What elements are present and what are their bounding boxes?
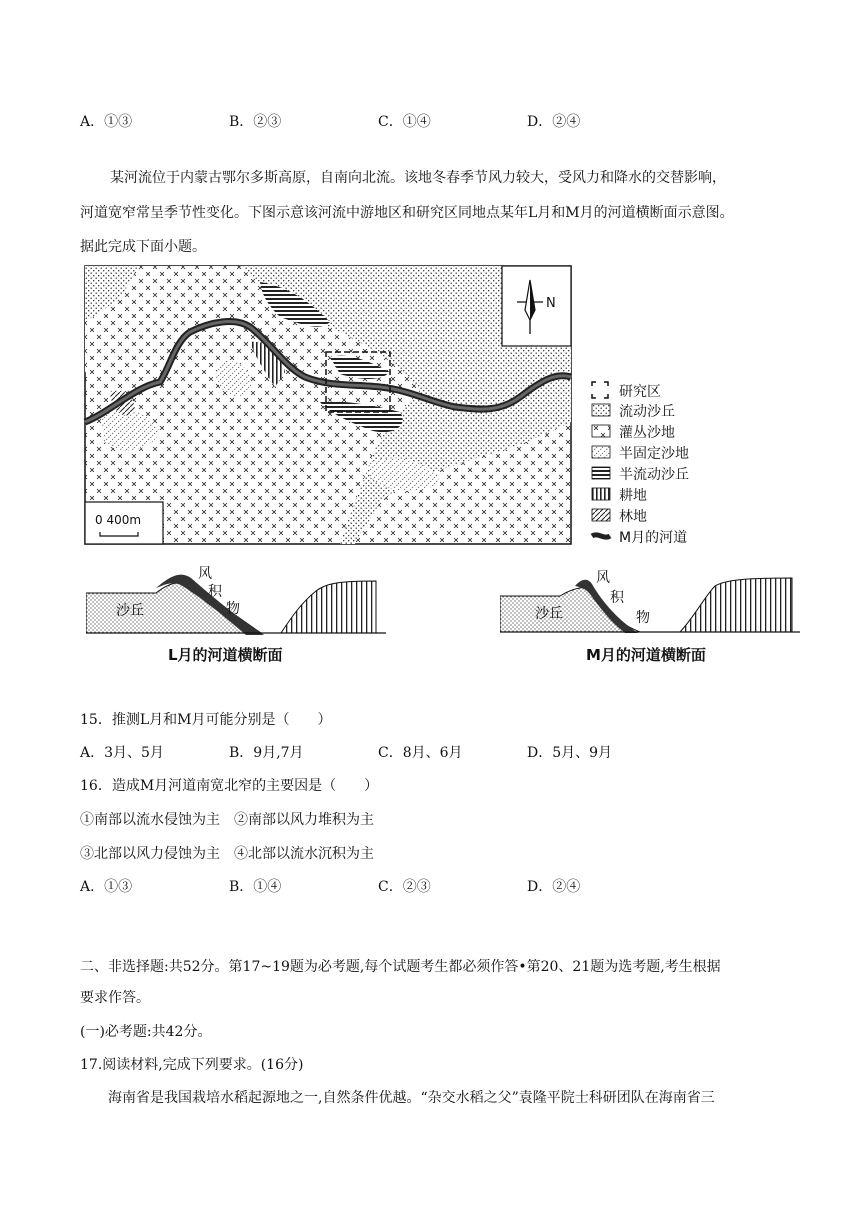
q16-option-a: A．①③ [80,879,133,895]
section-l-accum-label: 积 [208,584,222,600]
section-l-material-label: 物 [226,601,240,617]
legend-semi-fixed-swatch [592,446,610,458]
q15-option-c: C．8月、6月 [378,745,463,761]
q14-option-d: D．②④ [527,114,581,130]
map-legend [592,382,689,546]
intro-line-1: 某河流位于内蒙古鄂尔多斯高原，自南向北流。该地冬春季节风力较大，受风力和降水的交替影响， [110,170,726,186]
q15-option-a: A．3月、5月 [80,745,164,761]
q14-option-b: B．②③ [229,114,282,130]
q16-stem: 16．造成M月河道南宽北窄的主要因是（ ） [80,778,379,794]
section-m-wind-label: 风 [596,570,610,586]
legend-moving-dune-swatch [592,404,610,416]
cross-section-m [500,566,800,640]
legend-river-swatch [592,535,610,537]
part2-line-1: 二、非选择题:共52分。第17~19题为必考题,每个试题考生都必须作答•第20、21题为选考题,考生根据 [80,959,721,975]
q17-material: 海南省是我国栽培水稻起源地之一,自然条件优越。“杂交水稻之父”袁隆平院士科研团队在海南省三 [108,1090,715,1106]
part2-subheading: (一)必考题:共42分。 [80,1024,212,1040]
legend-label-forest: 林地 [619,509,647,525]
intro-line-2: 河道宽窄常呈季节性变化。下图示意该河流中游地区和研究区同地点某年L月和M月的河道横断面示意图。 [80,205,734,221]
q15-stem: 15．推测L月和M月可能分别是（ ） [80,712,332,728]
legend-label-semi-fixed: 半固定沙地 [619,446,689,462]
legend-semi-flowing-swatch [592,467,610,479]
cross-section-l [86,563,386,639]
section-m-caption: M月的河道横断面 [586,646,706,664]
intro-line-3: 据此完成下面小题。 [80,239,206,255]
legend-farmland-swatch [592,488,610,500]
legend-label-semi-flowing: 半流动沙丘 [619,467,689,483]
q16-option-b: B．①④ [229,879,282,895]
section-m-material-label: 物 [636,610,650,626]
q17-stem: 17.阅读材料,完成下列要求。(16分) [80,1057,304,1073]
north-label: N [546,296,556,311]
q16-option-d: D．②④ [527,879,581,895]
section-l-dune-label: 沙丘 [116,603,144,619]
part2-line-2: 要求作答。 [80,990,150,1006]
q16-line-1: ①南部以流水侵蚀为主 ②南部以风力堆积为主 [80,812,374,828]
q14-option-a: A．①③ [80,114,133,130]
legend-label-farmland: 耕地 [619,488,647,504]
legend-study-area-swatch [592,382,608,398]
q14-option-c: C．①④ [378,114,431,130]
legend-forest-swatch [592,509,610,521]
section-l-caption: L月的河道横断面 [168,646,283,664]
q15-option-b: B．9月,7月 [229,745,304,761]
section-l-wind-label: 风 [198,566,212,582]
legend-bush-sand-swatch [592,425,610,437]
map-panel [85,266,571,544]
section-m-accum-label: 积 [610,590,624,606]
q16-line-2: ③北部以风力侵蚀为主 ④北部以流水沉积为主 [80,846,374,862]
scale-label: 0 400m [95,513,142,527]
legend-label-bush-sand: 灌丛沙地 [619,425,675,441]
river-map-figure [80,262,740,552]
q15-option-d: D．5月、9月 [527,745,613,761]
q16-option-c: C．②③ [378,879,431,895]
legend-label-moving-dune: 流动沙丘 [619,404,675,420]
section-m-dune-label: 沙丘 [535,606,563,622]
legend-label-study-area: 研究区 [619,384,661,400]
legend-label-river: M月的河道 [619,530,688,546]
